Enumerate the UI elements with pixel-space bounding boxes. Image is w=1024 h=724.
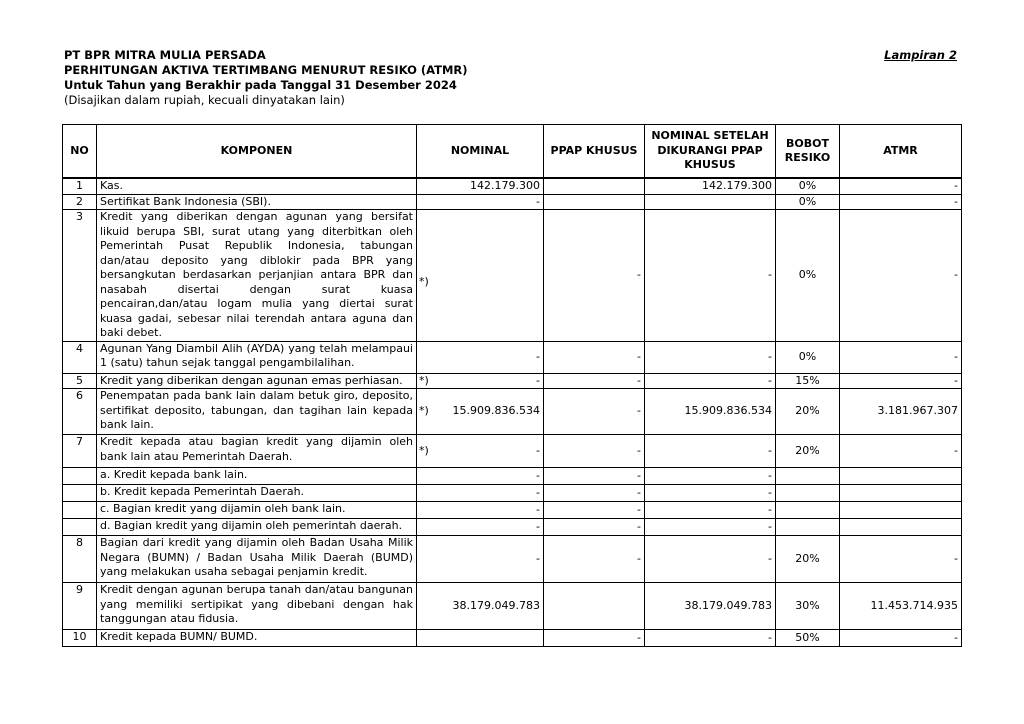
cell-ppap: - <box>544 210 645 342</box>
cell-nominal <box>417 194 544 210</box>
cell-nominal-setelah: - <box>645 536 776 583</box>
cell-atmr <box>840 468 962 485</box>
report-title: PERHITUNGAN AKTIVA TERTIMBANG MENURUT RESIKO (ATMR) <box>64 63 468 77</box>
cell-bobot: 20% <box>776 389 840 435</box>
cell-atmr: - <box>840 373 962 389</box>
cell-nominal <box>417 630 544 647</box>
cell-komponen: b. Kredit kepada Pemerintah Daerah. <box>97 485 417 502</box>
table-row <box>63 389 962 435</box>
cell-komponen: d. Bagian kredit yang dijamin oleh pemerintah daerah. <box>97 519 417 536</box>
cell-nominal-setelah <box>645 194 776 210</box>
cell-nominal <box>417 373 544 389</box>
cell-bobot: 20% <box>776 435 840 468</box>
cell-atmr: - <box>840 536 962 583</box>
cell-nominal <box>417 178 544 194</box>
cell-komponen: c. Bagian kredit yang dijamin oleh bank lain. <box>97 502 417 519</box>
table-row <box>63 485 962 502</box>
report-header <box>64 48 957 108</box>
report-note: (Disajikan dalam rupiah, kecuali dinyatakan lain) <box>64 93 345 107</box>
cell-nominal-setelah: 38.179.049.783 <box>645 583 776 630</box>
cell-nominal-setelah: 15.909.836.534 <box>645 389 776 435</box>
cell-komponen: Sertifikat Bank Indonesia (SBI). <box>97 194 417 210</box>
cell-nominal <box>417 435 544 468</box>
cell-nominal <box>417 502 544 519</box>
report-period: Untuk Tahun yang Berakhir pada Tanggal 31 Desember 2024 <box>64 78 457 92</box>
cell-atmr: - <box>840 630 962 647</box>
footnote-mark: *) <box>419 404 429 418</box>
cell-nominal <box>417 519 544 536</box>
nominal-value: - <box>536 502 540 516</box>
cell-nominal <box>417 536 544 583</box>
cell-ppap: - <box>544 519 645 536</box>
cell-ppap: - <box>544 502 645 519</box>
cell-bobot: 0% <box>776 341 840 373</box>
nominal-value: 15.909.836.534 <box>452 404 540 418</box>
cell-atmr: 11.453.714.935 <box>840 583 962 630</box>
cell-komponen: Penempatan pada bank lain dalam betuk giro, deposito, sertifikat deposito, tabungan, dan tagihan lain kepada bank lain. <box>97 389 417 435</box>
nominal-value: - <box>536 373 540 387</box>
nominal-value: - <box>536 485 540 499</box>
cell-ppap: - <box>544 536 645 583</box>
cell-bobot: 30% <box>776 583 840 630</box>
nominal-value: - <box>536 468 540 482</box>
cell-nominal-setelah: - <box>645 341 776 373</box>
table-row <box>63 210 962 342</box>
cell-nominal-setelah: - <box>645 210 776 342</box>
cell-bobot: 20% <box>776 536 840 583</box>
cell-nominal-setelah: - <box>645 519 776 536</box>
cell-bobot: 15% <box>776 373 840 389</box>
cell-ppap: - <box>544 630 645 647</box>
cell-nominal-setelah: - <box>645 502 776 519</box>
cell-nominal-setelah: - <box>645 485 776 502</box>
col-header-komponen: KOMPONEN <box>97 125 417 179</box>
cell-no <box>63 519 97 536</box>
cell-atmr: - <box>840 194 962 210</box>
cell-no: 1 <box>63 178 97 194</box>
col-header-nominal: NOMINAL <box>417 125 544 179</box>
cell-no <box>63 468 97 485</box>
cell-atmr: 3.181.967.307 <box>840 389 962 435</box>
cell-bobot: 0% <box>776 210 840 342</box>
cell-atmr <box>840 502 962 519</box>
table-row <box>63 341 962 373</box>
atmr-table <box>62 124 962 647</box>
col-header-nominal-setelah: NOMINAL SETELAH DIKURANGI PPAP KHUSUS <box>645 125 776 179</box>
cell-no: 2 <box>63 194 97 210</box>
cell-ppap: - <box>544 468 645 485</box>
cell-komponen: Kredit kepada atau bagian kredit yang dijamin oleh bank lain atau Pemerintah Daerah. <box>97 435 417 468</box>
cell-bobot <box>776 468 840 485</box>
cell-nominal <box>417 485 544 502</box>
cell-atmr: - <box>840 341 962 373</box>
nominal-value: - <box>536 349 540 363</box>
cell-bobot: 50% <box>776 630 840 647</box>
cell-bobot: 0% <box>776 194 840 210</box>
cell-no <box>63 502 97 519</box>
cell-no: 3 <box>63 210 97 342</box>
table-row <box>63 583 962 630</box>
nominal-value: 38.179.049.783 <box>452 598 540 612</box>
cell-nominal-setelah: - <box>645 435 776 468</box>
cell-ppap <box>544 194 645 210</box>
cell-bobot <box>776 502 840 519</box>
cell-komponen: Bagian dari kredit yang dijamin oleh Badan Usaha Milik Negara (BUMN) / Badan Usaha Milik Daerah (BUMD) yang melakukan usaha sebagai penjamin kredit. <box>97 536 417 583</box>
cell-ppap: - <box>544 373 645 389</box>
table-row <box>63 178 962 194</box>
cell-komponen: Kredit yang diberikan dengan agunan emas perhiasan. <box>97 373 417 389</box>
nominal-value: - <box>536 551 540 565</box>
nominal-value: - <box>536 443 540 457</box>
cell-nominal <box>417 468 544 485</box>
appendix-label: Lampiran 2 <box>884 48 957 62</box>
footnote-mark: *) <box>419 275 429 289</box>
cell-ppap <box>544 583 645 630</box>
cell-no <box>63 485 97 502</box>
cell-atmr <box>840 519 962 536</box>
cell-atmr: - <box>840 435 962 468</box>
table-row <box>63 194 962 210</box>
table-row <box>63 502 962 519</box>
cell-bobot <box>776 485 840 502</box>
col-header-atmr: ATMR <box>840 125 962 179</box>
table-row <box>63 536 962 583</box>
table-row <box>63 468 962 485</box>
footnote-mark: *) <box>419 443 429 457</box>
table-row <box>63 519 962 536</box>
cell-komponen: Kas. <box>97 178 417 194</box>
cell-komponen: a. Kredit kepada bank lain. <box>97 468 417 485</box>
cell-ppap: - <box>544 389 645 435</box>
cell-bobot: 0% <box>776 178 840 194</box>
cell-no: 4 <box>63 341 97 373</box>
cell-komponen: Kredit dengan agunan berupa tanah dan/atau bangunan yang memiliki sertipikat yang dibebani dengan hak tanggungan atau fidusia. <box>97 583 417 630</box>
cell-no: 5 <box>63 373 97 389</box>
table-row <box>63 435 962 468</box>
cell-nominal-setelah: - <box>645 373 776 389</box>
cell-komponen: Kredit yang diberikan dengan agunan yang bersifat likuid berupa SBI, surat utang yang diterbitkan oleh Pemerintah Pusat Republik Indonesia, tabungan dan/atau deposito yang diblokir pada BPR yang bersangkutan berdasarkan perjanjian antara BPR dan nasabah disertai dengan surat kuasa pencairan,dan/atau logam mulia yang diertai surat kuasa gadai, sebesar nilai terendah antara aguna dan baki debet. <box>97 210 417 342</box>
cell-nominal-setelah: - <box>645 468 776 485</box>
cell-no: 8 <box>63 536 97 583</box>
nominal-value: - <box>536 519 540 533</box>
cell-no: 6 <box>63 389 97 435</box>
cell-nominal <box>417 389 544 435</box>
cell-atmr: - <box>840 178 962 194</box>
cell-ppap: - <box>544 485 645 502</box>
table-row <box>63 373 962 389</box>
cell-ppap: - <box>544 341 645 373</box>
cell-ppap: - <box>544 435 645 468</box>
nominal-value: 142.179.300 <box>470 179 540 192</box>
nominal-value: - <box>536 194 540 208</box>
table-header-row <box>63 125 962 179</box>
cell-komponen: Agunan Yang Diambil Alih (AYDA) yang telah melampaui 1 (satu) tahun sejak tanggal pengambilalihan. <box>97 341 417 373</box>
footnote-mark: *) <box>419 373 429 387</box>
col-header-ppap: PPAP KHUSUS <box>544 125 645 179</box>
cell-no: 9 <box>63 583 97 630</box>
cell-atmr: - <box>840 210 962 342</box>
cell-atmr <box>840 485 962 502</box>
cell-no: 10 <box>63 630 97 647</box>
cell-nominal <box>417 210 544 342</box>
company-name: PT BPR MITRA MULIA PERSADA <box>64 48 266 62</box>
cell-ppap <box>544 178 645 194</box>
table-row <box>63 630 962 647</box>
cell-nominal-setelah: - <box>645 630 776 647</box>
cell-bobot <box>776 519 840 536</box>
cell-nominal-setelah: 142.179.300 <box>645 178 776 194</box>
cell-komponen: Kredit kepada BUMN/ BUMD. <box>97 630 417 647</box>
col-header-no: NO <box>63 125 97 179</box>
col-header-bobot: BOBOT RESIKO <box>776 125 840 179</box>
cell-no: 7 <box>63 435 97 468</box>
cell-nominal <box>417 341 544 373</box>
cell-nominal <box>417 583 544 630</box>
